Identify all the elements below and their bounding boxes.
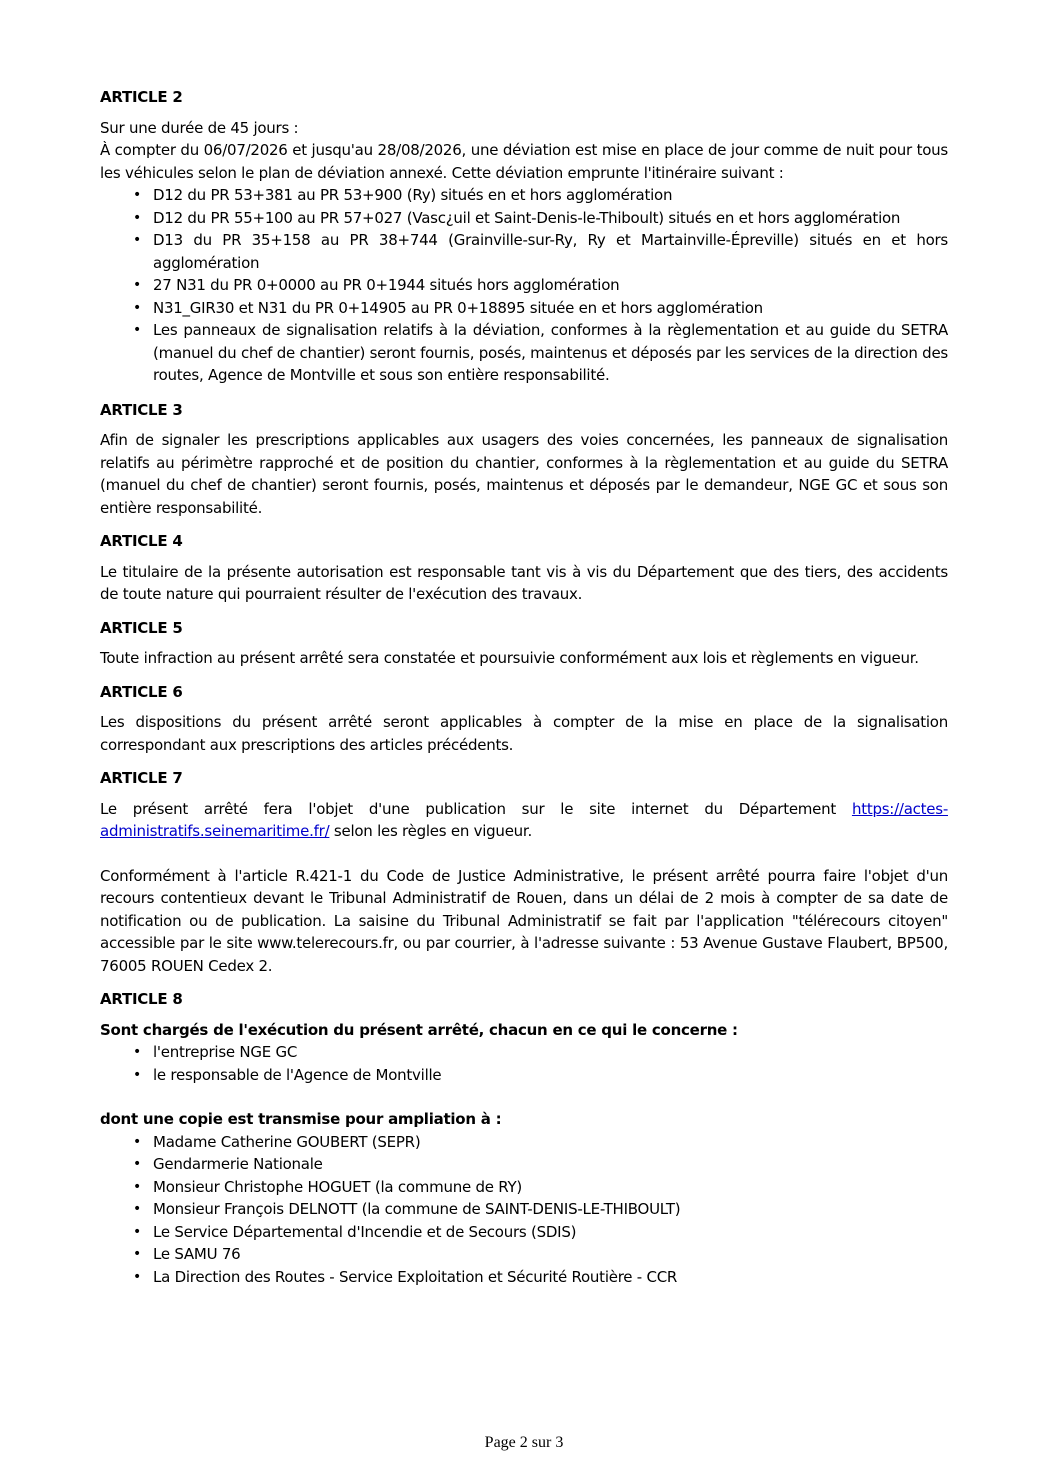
list-item: • N31_GIR30 et N31 du PR 0+14905 au PR 0+18895 située en et hors agglomération <box>153 297 948 320</box>
list-item: • Les panneaux de signalisation relatifs à la déviation, conformes à la règlementation et au guide du SETRA (manuel du chef de chantier) seront fournis, posés, maintenus et déposés par les services de la direction des routes, Agence de Montville et sous son entière responsabilité. <box>153 319 948 387</box>
article-7-text-before: Le présent arrêté fera l'objet d'une publication sur le site internet du Département <box>100 799 852 818</box>
list-item: • 27 N31 du PR 0+0000 au PR 0+1944 situés hors agglomération <box>153 274 948 297</box>
list-item: • Le Service Départemental d'Incendie et de Secours (SDIS) <box>153 1221 948 1244</box>
article-2-intro: À compter du 06/07/2026 et jusqu'au 28/08/2026, une déviation est mise en place de jour comme de nuit pour tous les véhicules selon le plan de déviation annexé. Cette déviation emprunte l'itinéraire suivant : <box>100 141 948 182</box>
article-7-publication <box>100 798 948 843</box>
article-4-text: Le titulaire de la présente autorisation est responsable tant vis à vis du Département que des tiers, des accidents de toute nature qui pourraient résulter de l'exécution des travaux. <box>100 562 948 603</box>
article-7-recours: Conformément à l'article R.421-1 du Code de Justice Administrative, le présent arrêté pourra faire l'objet d'un recours contentieux devant le Tribunal Administratif de Rouen, dans un délai de 2 mois à compter de sa date de notification ou de publication. La saisine du Tribunal Administratif se fait par l'application "télérecours citoyen" accessible par le site www.telerecours.fr, ou par courrier, à l'adresse suivante : 53 Avenue Gustave Flaubert, BP500, 76005 ROUEN Cedex 2. <box>100 866 948 975</box>
list-item: • Monsieur Christophe HOGUET (la commune de RY) <box>153 1176 948 1199</box>
article-5-heading: ARTICLE 5 <box>100 618 183 637</box>
article-8-charges-list <box>100 1041 948 1086</box>
article-5-text: Toute infraction au présent arrêté sera constatée et poursuivie conformément aux lois et règlements en vigueur. <box>100 649 919 667</box>
article-4-heading: ARTICLE 4 <box>100 532 183 550</box>
article-7-heading: ARTICLE 7 <box>100 769 183 787</box>
list-item: • D13 du PR 35+158 au PR 38+744 (Grainville-sur-Ry, Ry et Martainville-Épreville) situés en et hors agglomération <box>153 229 948 274</box>
document-body <box>100 86 948 1300</box>
article-7-text-after: selon les règles en vigueur. <box>329 822 532 840</box>
list-item: • Monsieur François DELNOTT (la commune de SAINT-DENIS-LE-THIBOULT) <box>153 1198 948 1221</box>
list-item: • D12 du PR 55+100 au PR 57+027 (Vasc¿uil et Saint-Denis-le-Thiboult) situés en et hors agglomération <box>153 207 948 230</box>
article-8-heading: ARTICLE 8 <box>100 990 183 1008</box>
list-item: • Madame Catherine GOUBERT (SEPR) <box>153 1131 948 1154</box>
article-3-heading: ARTICLE 3 <box>100 400 183 419</box>
article-2-itinerary-list <box>100 184 948 387</box>
list-item: • La Direction des Routes - Service Exploitation et Sécurité Routière - CCR <box>153 1266 948 1289</box>
article-6-text: Les dispositions du présent arrêté seront applicables à compter de la mise en place de la signalisation correspondant aux prescriptions des articles précédents. <box>100 713 948 754</box>
article-6-heading: ARTICLE 6 <box>100 682 183 701</box>
article-8-charges-title: Sont chargés de l'exécution du présent arrêté, chacun en ce qui le concerne : <box>100 1020 738 1039</box>
list-item: • Le SAMU 76 <box>153 1243 948 1266</box>
spacer <box>100 1086 948 1108</box>
list-item: • Gendarmerie Nationale <box>153 1153 948 1176</box>
article-2-heading: ARTICLE 2 <box>100 88 183 106</box>
article-2-duration: Sur une durée de 45 jours : <box>100 118 299 137</box>
list-item: • D12 du PR 53+381 au PR 53+900 (Ry) situés en et hors agglomération <box>153 184 948 207</box>
actes-administratifs-link[interactable]: https://actes-administratifs.seinemaritime.fr/ <box>100 799 948 840</box>
list-item: • l'entreprise NGE GC <box>153 1041 948 1064</box>
article-3-text: Afin de signaler les prescriptions applicables aux usagers des voies concernées, les panneaux de signalisation relatifs au périmètre rapproché et de position du chantier, conformes à la règlementation et au guide du SETRA (manuel du chef de chantier) seront fournis, posés, maintenus et déposés par le demandeur, NGE GC et sous son entière responsabilité. <box>100 431 948 517</box>
spacer <box>100 843 948 865</box>
article-8-copies-list <box>100 1131 948 1289</box>
list-item: • le responsable de l'Agence de Montville <box>153 1064 948 1087</box>
page-number: Page 2 sur 3 <box>484 1434 564 1451</box>
article-8-copie-title: dont une copie est transmise pour ampliation à : <box>100 1110 502 1128</box>
